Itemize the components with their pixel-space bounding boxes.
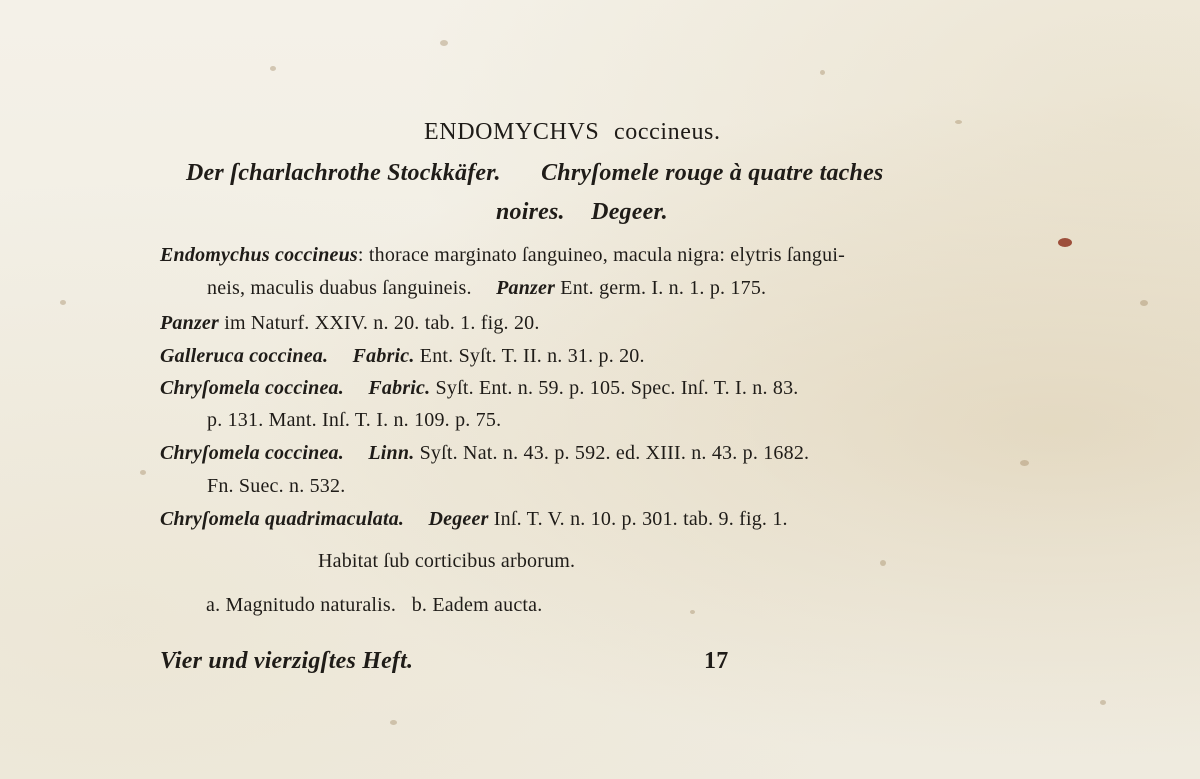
taxon-name: Endomychus coccineus <box>160 244 358 266</box>
description-text: neis, maculis duabus ſanguineis. <box>207 277 472 299</box>
synonym-entry-4-cont <box>207 410 501 430</box>
figure-legend: a. Magnitudo naturalis. b. Eadem aucta. <box>206 594 543 616</box>
author-name: Panzer <box>160 312 219 334</box>
subtitle-line-1 <box>186 161 883 185</box>
synonym-entry-3 <box>160 346 645 366</box>
author-name: Panzer <box>496 277 556 299</box>
paper-speck <box>820 70 825 75</box>
taxon-name: Chryſomela coccinea. <box>160 377 344 399</box>
german-name: Der ſcharlachrothe Stockkäfer. <box>186 160 501 186</box>
subtitle-author: Degeer. <box>591 199 668 225</box>
habitat-text: Habitat ſub corticibus arborum. <box>318 550 576 572</box>
footer <box>160 649 413 673</box>
reference-text: im Naturf. XXIV. n. 20. tab. 1. fig. 20. <box>224 312 540 334</box>
species-name: coccineus. <box>613 119 721 145</box>
paper-speck <box>690 610 695 614</box>
description-text: : thorace marginato ſanguineo, macula nigra: elytris ſangui- <box>357 244 845 266</box>
reference-text: Ent. germ. I. n. 1. p. 175. <box>560 277 767 299</box>
reference-text: Fn. Suec. n. 532. <box>207 475 346 497</box>
author-name: Fabric. <box>352 345 415 367</box>
synonym-entry-5-cont <box>207 476 345 496</box>
paper-speck <box>1020 460 1029 466</box>
genus-name: ENDOMYCHVS <box>424 119 600 145</box>
page-number: 17 <box>704 648 729 674</box>
paper-speck <box>440 40 448 46</box>
synonym-entry-6 <box>160 509 788 529</box>
paper-speck <box>140 470 146 475</box>
french-name-cont: noires. <box>496 199 565 225</box>
synonym-entry-1 <box>160 245 845 265</box>
page-title <box>424 120 721 144</box>
paper-speck <box>390 720 397 725</box>
author-name: Linn. <box>368 442 415 464</box>
reference-text: Inſ. T. V. n. 10. p. 301. tab. 9. fig. 1. <box>493 508 788 530</box>
subtitle-line-2 <box>496 200 668 224</box>
taxon-name: Chryſomela quadrimaculata. <box>160 508 405 530</box>
paper-speck <box>1100 700 1106 705</box>
synonym-entry-1-cont <box>207 278 766 298</box>
french-name: Chryſomele rouge à quatre taches <box>541 160 884 186</box>
reference-text: Syſt. Ent. n. 59. p. 105. Spec. Inſ. T. I. n. 83. <box>435 377 799 399</box>
reference-text: p. 131. Mant. Inſ. T. I. n. 109. p. 75. <box>207 409 502 431</box>
reference-text: Ent. Syſt. T. II. n. 31. p. 20. <box>419 345 645 367</box>
taxon-name: Chryſomela coccinea. <box>160 442 344 464</box>
author-name: Degeer <box>428 508 489 530</box>
taxon-name: Galleruca coccinea. <box>160 345 329 367</box>
ink-spot <box>1058 238 1072 247</box>
paper-speck <box>1140 300 1148 306</box>
reference-text: Syſt. Nat. n. 43. p. 592. ed. XIII. n. 43. p. 1682. <box>419 442 810 464</box>
paper-speck <box>270 66 276 71</box>
synonym-entry-2 <box>160 313 540 333</box>
signature-mark: Vier und vierzigſtes Heft. <box>160 648 414 674</box>
paper-speck <box>880 560 886 566</box>
paper-speck <box>955 120 962 124</box>
paper-speck <box>60 300 66 305</box>
synonym-entry-5 <box>160 443 809 463</box>
synonym-entry-4 <box>160 378 798 398</box>
author-name: Fabric. <box>368 377 431 399</box>
